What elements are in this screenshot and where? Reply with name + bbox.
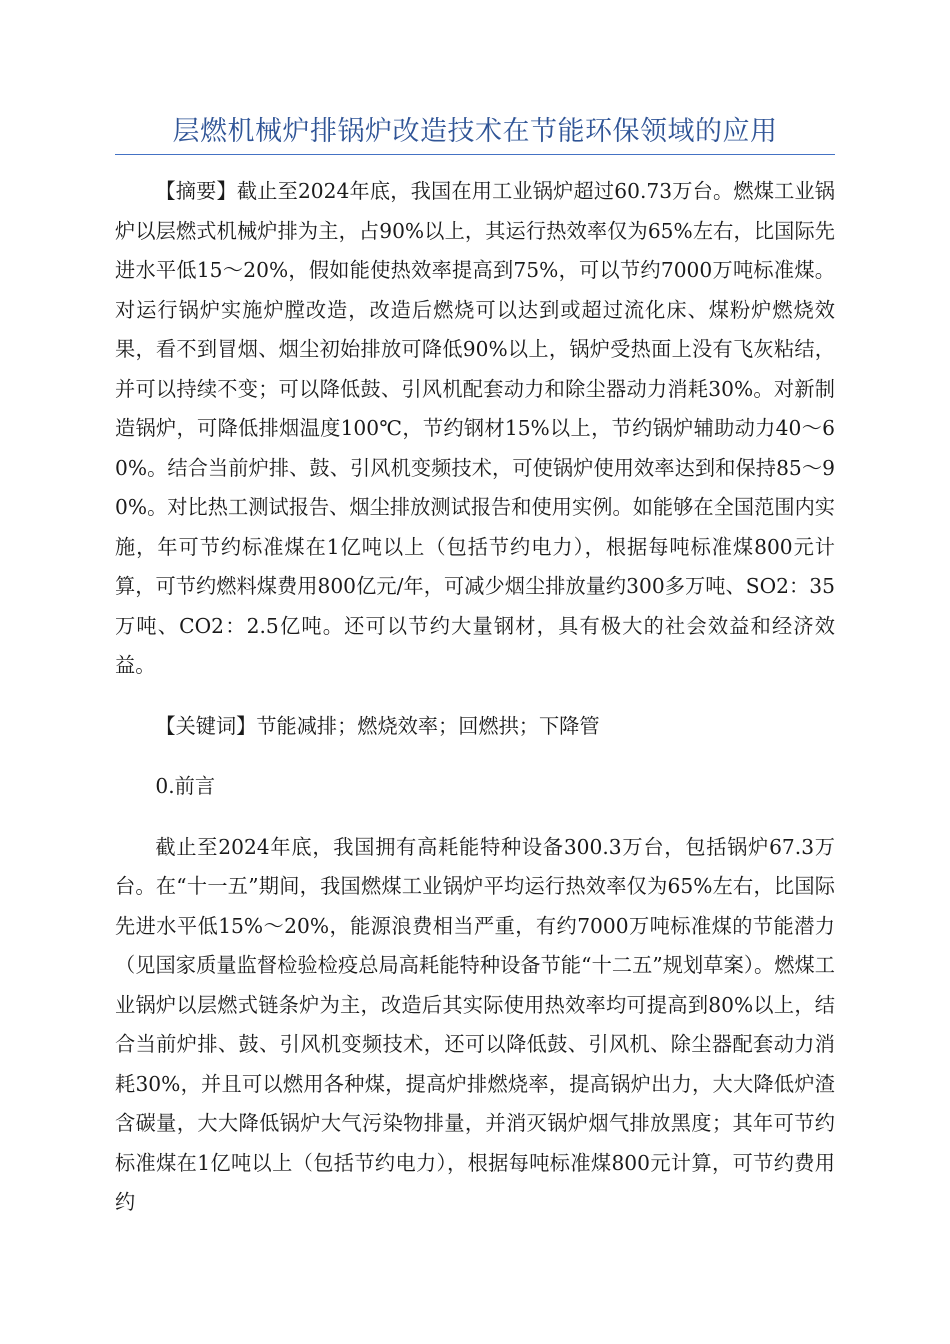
section-heading: 0.前言 [155, 774, 216, 798]
abstract-paragraph: 【摘要】截止至2024年底，我国在用工业锅炉超过60.73万台。燃煤工业锅炉以层燃式机械炉排为主，占90%以上，其运行热效率仅为65%左右，比国际先进水平低15～20%，假如能使热效率提高到75%，可以节约7000万吨标准煤。对运行锅炉实施炉膛改造，改造后燃烧可以达到或超过流化床、煤粉炉燃烧效果，看不到冒烟、烟尘初始排放可降低90%以上，锅炉受热面上没有飞灰粘结，并可以持续不变；可以降低鼓、引风机配套动力和除尘器动力消耗30%。对新制造锅炉，可降低排烟温度100℃，节约钢材15%以上，节约锅炉辅助动力40～60%。结合当前炉排、鼓、引风机变频技术，可使锅炉使用效率达到和保持85～90%。对比热工测试报告、烟尘排放测试报告和使用实例。如能够在全国范围内实施，年可节约标准煤在1亿吨以上（包括节约电力），根据每吨标准煤800元计算，可节约燃料煤费用800亿元/年，可减少烟尘排放量约300多万吨、SO2：35万吨、CO2：2.5亿吨。还可以节约大量钢材，具有极大的社会效益和经济效益。 [115, 179, 835, 677]
keywords-paragraph: 【关键词】节能减排；燃烧效率；回燃拱；下降管 [155, 713, 600, 738]
document-body [115, 172, 835, 1223]
title-underline [115, 154, 835, 155]
document-title: 层燃机械炉排锅炉改造技术在节能环保领域的应用 [172, 116, 778, 147]
intro-paragraph: 截止至2024年底，我国拥有高耗能特种设备300.3万台，包括锅炉67.3万台。在“十一五”期间，我国燃煤工业锅炉平均运行热效率仅为65%左右，比国际先进水平低15%～20%，能源浪费相当严重，有约7000万吨标准煤的节能潜力（见国家质量监督检验检疫总局高耗能特种设备节能“十二五”规划草案）。燃煤工业锅炉以层燃式链条炉为主，改造后其实际使用热效率均可提高到80%以上，结合当前炉排、鼓、引风机变频技术，还可以降低鼓、引风机、除尘器配套动力消耗30%，并且可以燃用各种煤，提高炉排燃烧率，提高锅炉出力，大大降低炉渣含碳量，大大降低锅炉大气污染物排量，并消灭锅炉烟气排放黑度；其年可节约标准煤在1亿吨以上（包括节约电力），根据每吨标准煤800元计算，可节约费用约 [115, 834, 835, 1214]
